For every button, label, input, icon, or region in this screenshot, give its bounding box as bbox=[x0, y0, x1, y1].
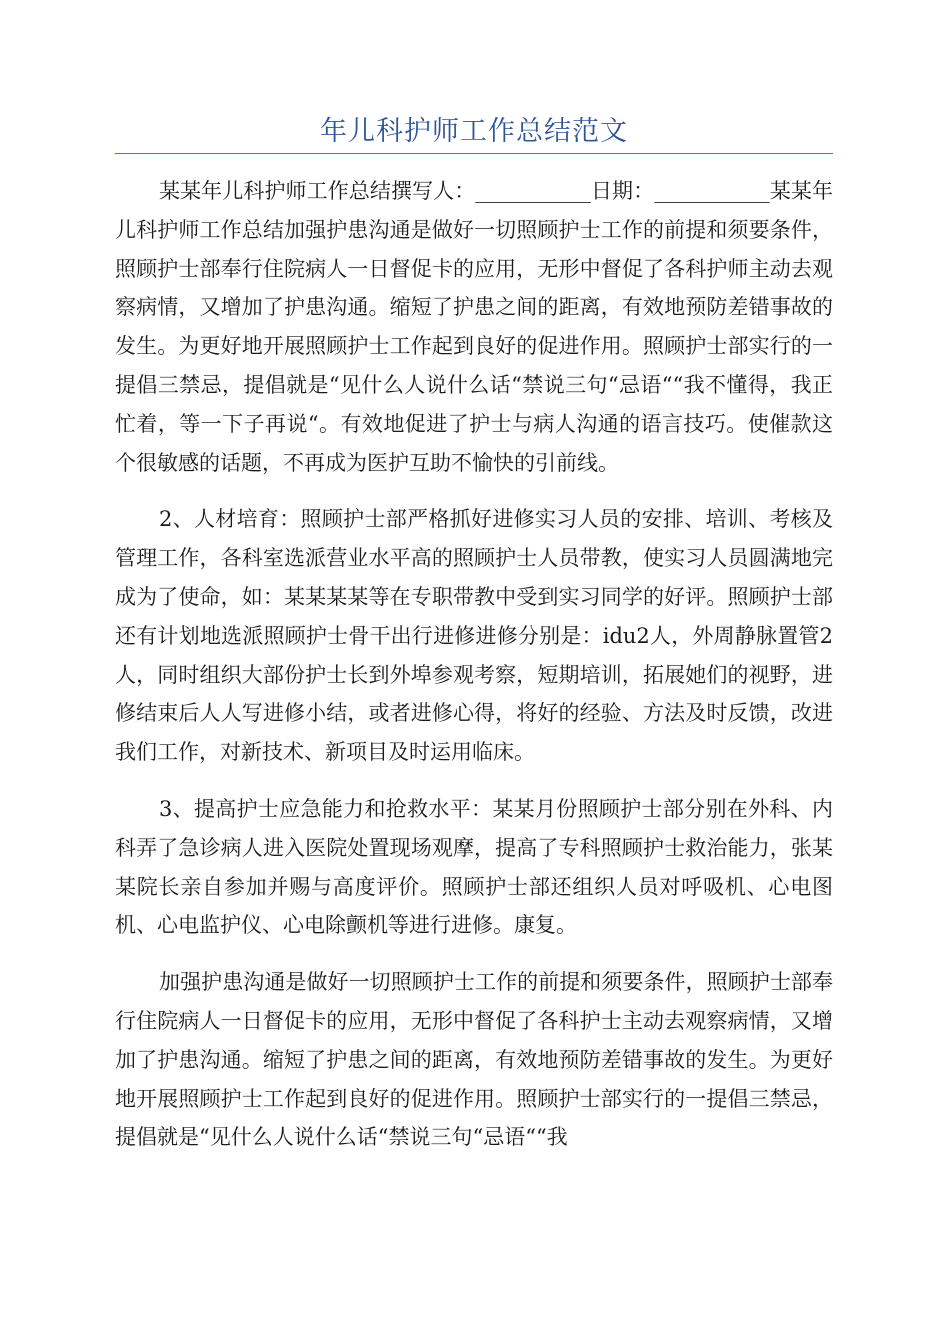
paragraph-3: 3、提高护士应急能力和抢救水平：某某月份照顾护士部分别在外科、内科弄了急诊病人进入医院处置现场观摩，提高了专科照顾护士救治能力，张某某院长亲自参加并赐与高度评价。照顾护士部还组织人员对呼吸机、心电图机、心电监护仪、心电除颤机等进行进修。康复。 bbox=[115, 796, 833, 938]
paragraph-4: 加强护患沟通是做好一切照顾护士工作的前提和须要条件，照顾护士部奉行住院病人一日督促卡的应用，无形中督促了各科护士主动去观察病情，又增加了护患沟通。缩短了护患之间的距离，有效地预防差错事故的发生。为更好地开展照顾护士工作起到良好的促进作用。照顾护士部实行的一提倡三禁忌，提倡就是“见什么人说什么话“禁说三句“忌语““我 bbox=[115, 970, 833, 1150]
paragraph-2: 2、人材培育：照顾护士部严格抓好进修实习人员的安排、培训、考核及管理工作，各科室选派营业水平高的照顾护士人员带教，使实习人员圆满地完成为了使命，如：某某某某等在专职带教中受到实习同学的好评。照顾护士部还有计划地选派照顾护士骨干出行进修进修分别是：idu2人，外周静脉置管2人，同时组织大部份护士长到外埠参观考察，短期培训，拓展她们的视野，进修结束后人人写进修小结，或者进修心得，将好的经验、方法及时反馈，改进我们工作，对新技术、新项目及时运用临床。 bbox=[115, 507, 833, 765]
document-title: 年儿科护师工作总结范文 bbox=[320, 116, 628, 147]
document-body bbox=[115, 172, 833, 1175]
paragraph-1: 某某年儿科护师工作总结撰写人：___________日期：___________某某年儿科护师工作总结加强护患沟通是做好一切照顾护士工作的前提和须要条件，照顾护士部奉行住院病人一日督促卡的应用，无形中督促了各科护师主动去观察病情，又增加了护患沟通。缩短了护患之间的距离，有效地预防差错事故的发生。为更好地开展照顾护士工作起到良好的促进作用。照顾护士部实行的一提倡三禁忌，提倡就是“见什么人说什么话“禁说三句“忌语““我不懂得，我正忙着，等一下子再说“。有效地促进了护士与病人沟通的语言技巧。使催款这个很敏感的话题，不再成为医护互助不愉快的引前线。 bbox=[115, 179, 833, 475]
title-underline bbox=[115, 153, 833, 154]
